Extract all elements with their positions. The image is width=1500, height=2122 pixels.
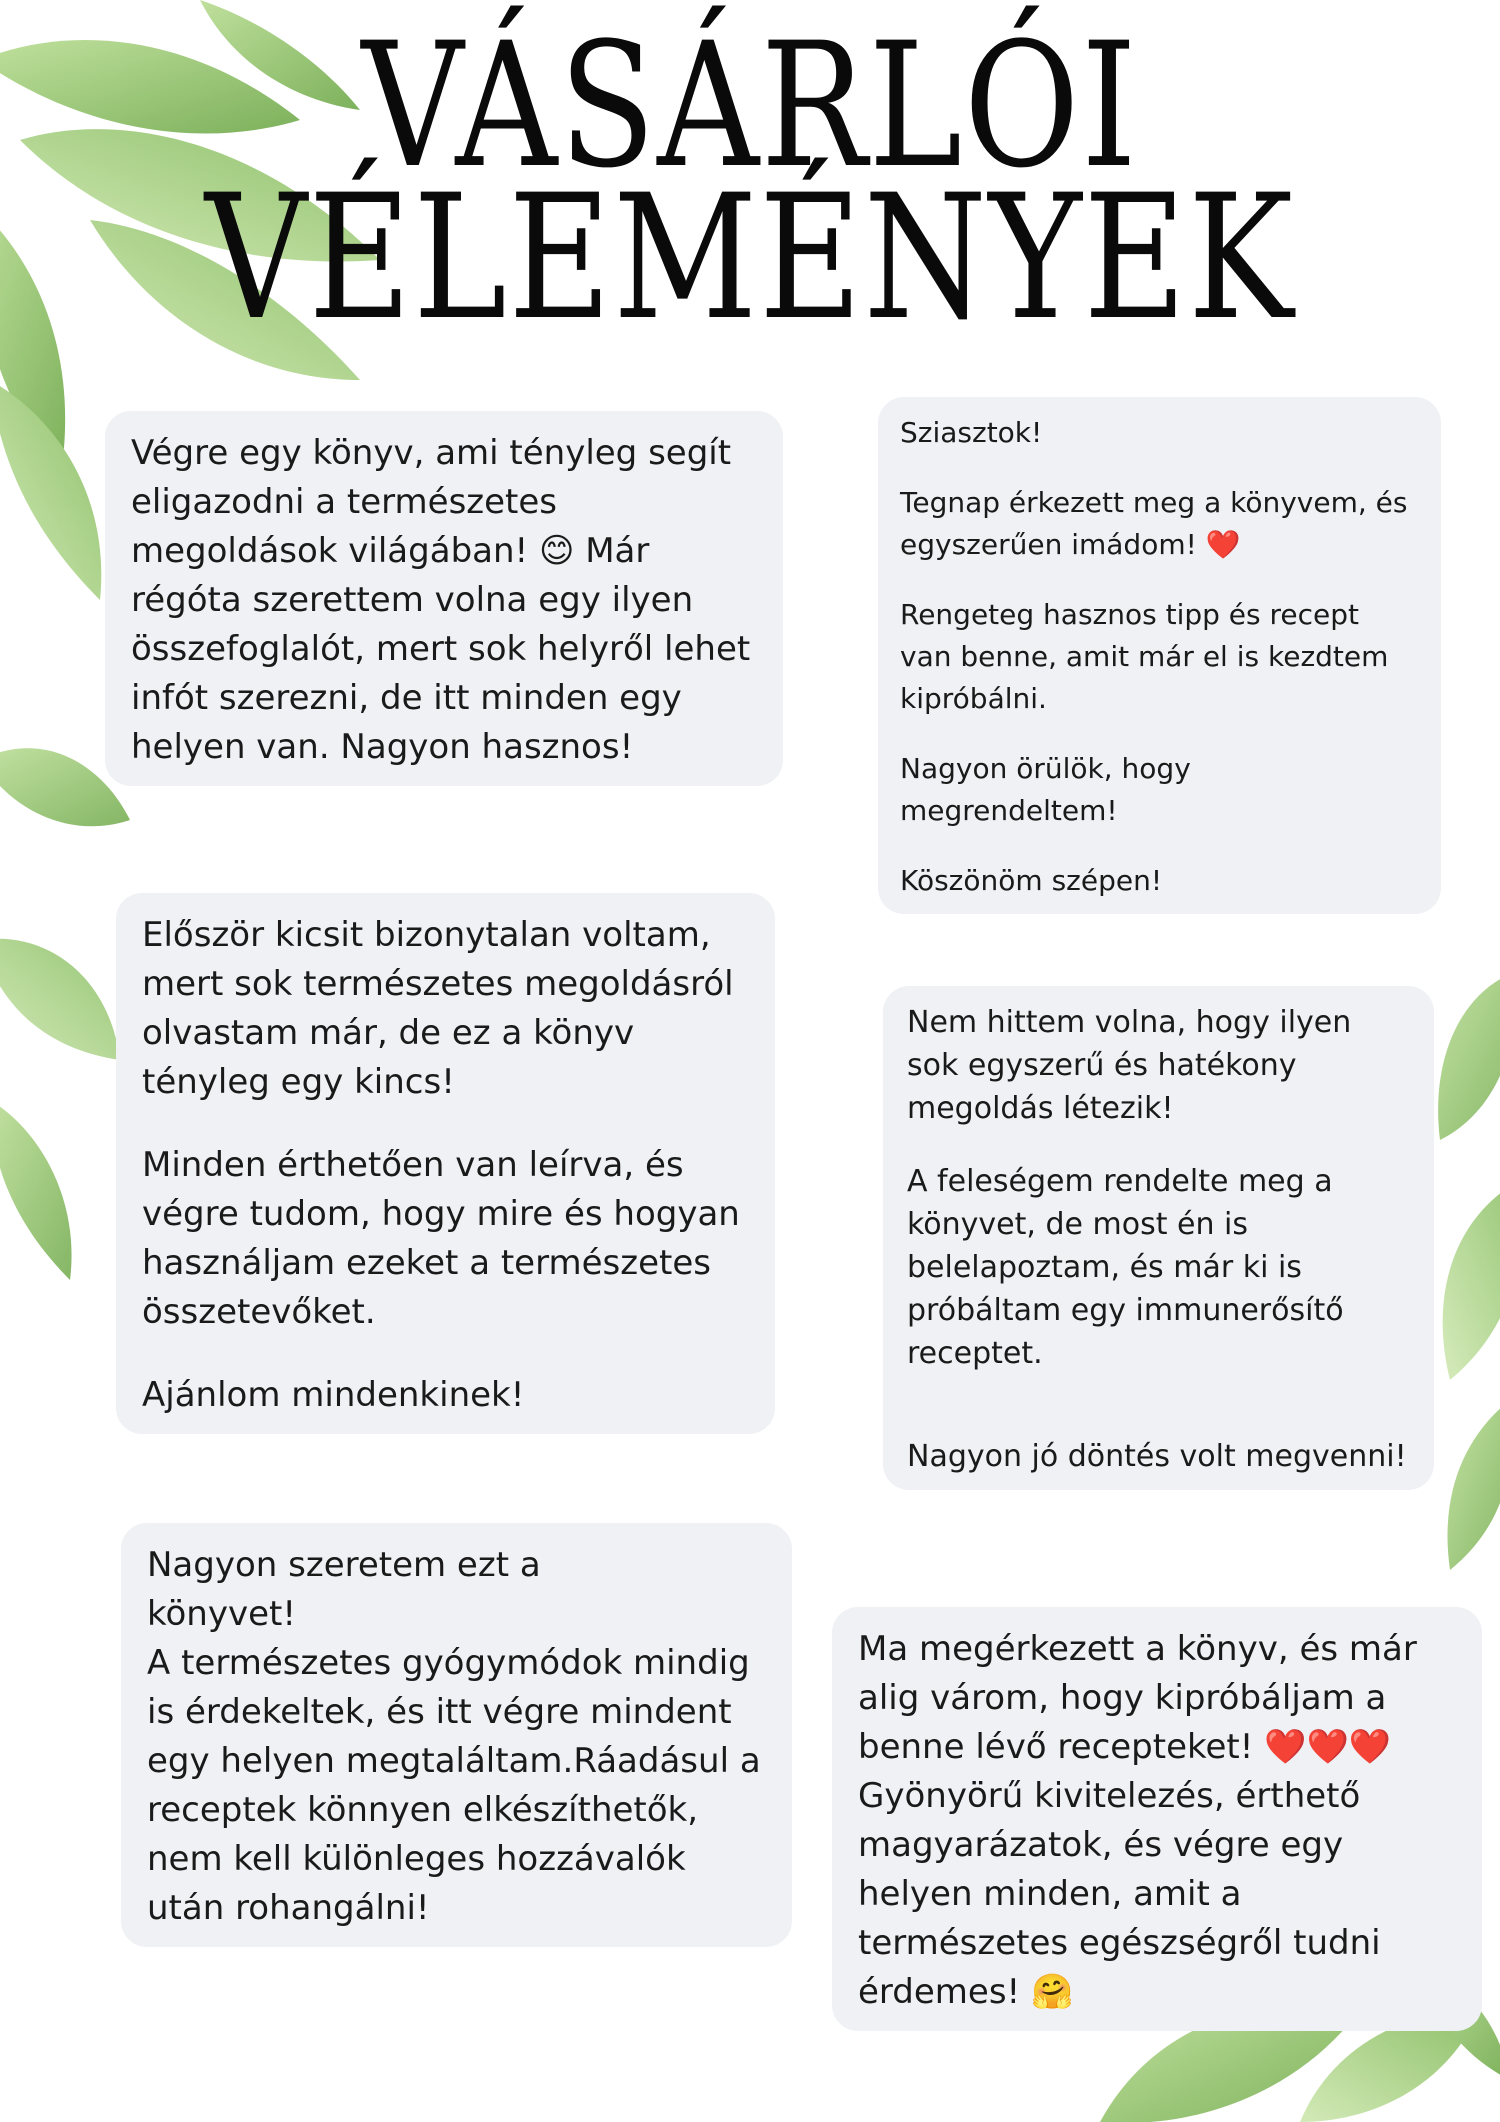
review-1-text: Végre egy könyv, ami tényleg segít eligazodni a természetes megoldások világában! 😊 Már régóta szerettem volna egy ilyen összefoglalót, mert sok helyről lehet infót szerezni, de itt minden egy helyen van. Nagyon hasznos! <box>131 433 751 767</box>
review-bubble-1 <box>105 411 783 786</box>
review-4-p2: Tegnap érkezett meg a könyvem, és egyszerűen imádom! <box>900 486 1408 561</box>
review-bubble-5 <box>883 986 1434 1490</box>
review-2-p3: Ajánlom mindenkinek! <box>142 1375 525 1415</box>
review-3-p1: Nagyon szeretem ezt a könyvet! <box>147 1545 541 1634</box>
review-4-p3: Rengeteg hasznos tipp és recept van benne, amit már el is kezdtem kipróbálni. <box>900 598 1389 715</box>
review-bubble-6 <box>832 1607 1482 2031</box>
review-5-p3: Nagyon jó döntés volt megvenni! <box>907 1439 1407 1474</box>
review-2-p1: Először kicsit bizonytalan voltam, mert sok természetes megoldásról olvastam már, de ez a könyv tényleg egy kincs! <box>142 915 734 1102</box>
review-5-p2: A feleségem rendelte meg a könyvet, de most én is belelapoztam, és már ki is próbáltam egy immunerősítő receptet. <box>907 1164 1344 1371</box>
review-2-p2: Minden érthetően van leírva, és végre tudom, hogy mire és hogyan használjam ezeket a természetes összetevőket. <box>142 1145 740 1332</box>
leaf-right-middle <box>1438 970 1500 1570</box>
review-4-p4: Nagyon örülök, hogy megrendeltem! <box>900 752 1191 827</box>
review-bubble-4 <box>878 397 1441 914</box>
hearts-icon: ❤️❤️❤️ <box>1264 1727 1392 1767</box>
review-4-p2-line <box>900 482 1419 566</box>
review-4-p1: Sziasztok! <box>900 416 1043 449</box>
review-bubble-3 <box>121 1523 792 1947</box>
review-5-p1: Nem hittem volna, hogy ilyen sok egyszerű és hatékony megoldás létezik! <box>907 1005 1352 1126</box>
page-title-line2: VÉLEMÉNYEK <box>204 157 1296 358</box>
review-6-p2-line <box>858 1772 1456 2017</box>
review-bubble-2 <box>116 893 775 1434</box>
review-4-p5: Köszönöm szépen! <box>900 864 1163 897</box>
hugging-face-icon: 🤗 <box>1031 1972 1074 2012</box>
review-3-p2: A természetes gyógymódok mindig is érdekeltek, és itt végre mindent egy helyen megtaláltam.Ráadásul a receptek könnyen elkészíthetők, nem kell különleges hozzávalók után rohangálni! <box>147 1643 761 1928</box>
review-6-p1-line <box>858 1625 1456 1772</box>
review-6-p1: Ma megérkezett a könyv, és már alig várom, hogy kipróbáljam a benne lévő recepteket! <box>858 1629 1417 1767</box>
review-6-p2: Gyönyörű kivitelezés, érthető magyarázatok, és végre egy helyen minden, amit a természetes egészségről tudni érdemes! <box>858 1776 1381 2012</box>
page-title-line1: VÁSÁRLÓI <box>361 5 1139 206</box>
leaf-left-middle <box>0 748 130 1280</box>
heart-icon: ❤️ <box>1205 528 1241 561</box>
